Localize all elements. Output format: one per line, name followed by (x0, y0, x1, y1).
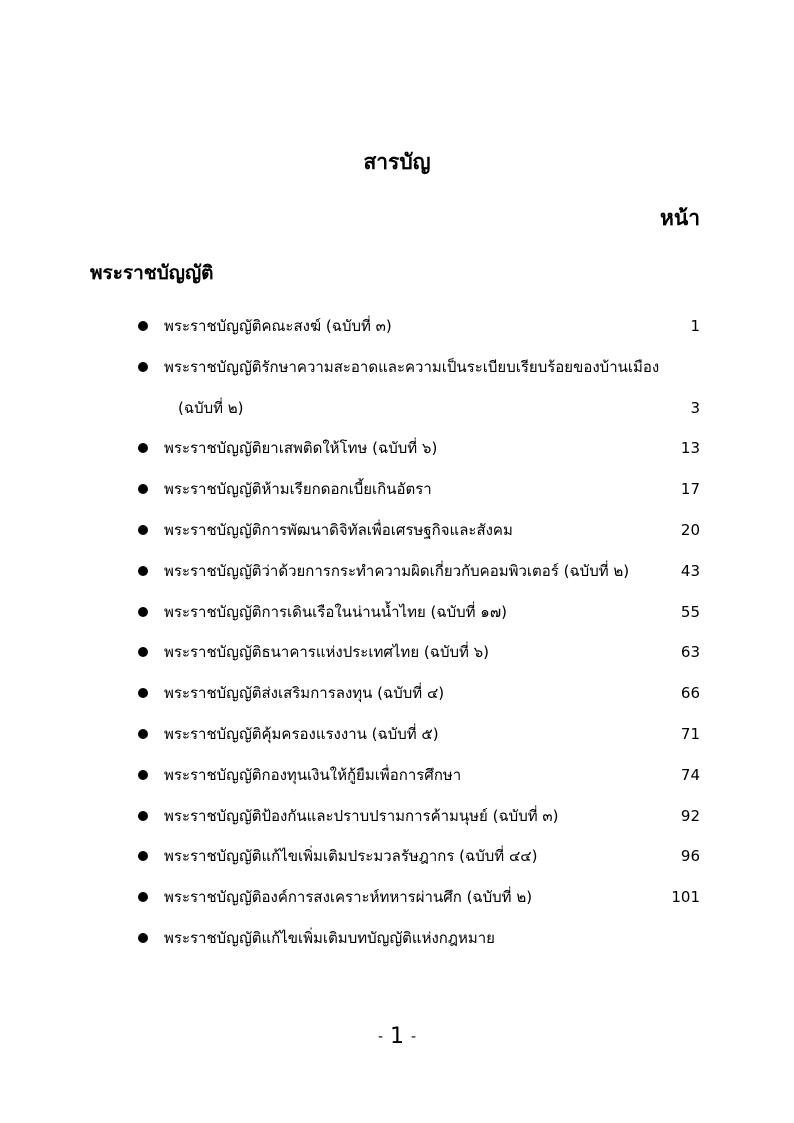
toc-entry-page: 71 (680, 724, 700, 743)
toc-entry-title: พระราชบัญญัติองค์การสงเคราะห์ทหารผ่านศึก (ฉบับที่ ๒) (164, 888, 533, 907)
toc-entry-title: พระราชบัญญัติการพัฒนาดิจิทัลเพื่อเศรษฐกิจและสังคม (164, 520, 513, 539)
toc-entry[interactable] (138, 347, 700, 429)
bullet-icon (138, 933, 148, 943)
bullet-icon (138, 688, 148, 698)
toc-entry[interactable] (138, 592, 700, 633)
bullet-icon (138, 729, 148, 739)
toc-entry-page: 101 (671, 888, 700, 907)
toc-entry[interactable] (138, 918, 700, 959)
page-column-header: หน้า (660, 206, 700, 230)
toc-entry-title: พระราชบัญญัติคุ้มครองแรงงาน (ฉบับที่ ๕) (164, 724, 439, 743)
footer-dash-left: - (377, 1029, 383, 1045)
bullet-icon (138, 851, 148, 861)
bullet-icon (138, 484, 148, 494)
toc-entry-title: พระราชบัญญัติรักษาความสะอาดและความเป็นระเบียบเรียบร้อยของบ้านเมือง (164, 357, 660, 376)
toc-entry[interactable] (138, 551, 700, 592)
toc-entry-title-wrapper (164, 347, 700, 429)
toc-entry[interactable] (138, 306, 700, 347)
page-title: สารบัญ (363, 150, 431, 174)
toc-entry[interactable] (138, 755, 700, 796)
toc-entry-title: พระราชบัญญัติการเดินเรือในน่านน้ำไทย (ฉบับที่ ๑๗) (164, 602, 507, 621)
section-header: พระราชบัญญัติ (90, 262, 214, 284)
toc-entry-title: พระราชบัญญัติกองทุนเงินให้กู้ยืมเพื่อการศึกษา (164, 765, 462, 784)
toc-entry-page: 43 (680, 561, 700, 580)
toc-entry-title: พระราชบัญญัติห้ามเรียกดอกเบี้ยเกินอัตรา (164, 480, 432, 499)
toc-entry-page: 92 (680, 806, 700, 825)
bullet-icon (138, 647, 148, 657)
toc-entry-page: 74 (680, 765, 700, 784)
toc-entry[interactable] (138, 632, 700, 673)
footer-dash-right: - (411, 1029, 417, 1045)
page-footer (0, 1024, 794, 1049)
toc-entry-title: พระราชบัญญัติป้องกันและปราบปรามการค้ามนุษย์ (ฉบับที่ ๓) (164, 806, 559, 825)
toc-entry[interactable] (138, 673, 700, 714)
bullet-icon (138, 770, 148, 780)
bullet-icon (138, 321, 148, 331)
toc-entry-title: พระราชบัญญัติว่าด้วยการกระทำความผิดเกี่ยวกับคอมพิวเตอร์ (ฉบับที่ ๒) (164, 561, 630, 580)
toc-entry[interactable] (138, 836, 700, 877)
toc-entry-title-continuation: (ฉบับที่ ๒) (178, 398, 244, 417)
toc-entry-page: 96 (680, 847, 700, 866)
toc-entry-title: พระราชบัญญัติยาเสพติดให้โทษ (ฉบับที่ ๖) (164, 439, 438, 458)
toc-entry[interactable] (138, 796, 700, 837)
toc-entry-page: 17 (680, 480, 700, 499)
toc-list (138, 306, 700, 959)
bullet-icon (138, 525, 148, 535)
toc-entry-page: 13 (680, 439, 700, 458)
bullet-icon (138, 362, 148, 372)
toc-entry-page: 20 (680, 520, 700, 539)
toc-entry-title: พระราชบัญญัติคณะสงฆ์ (ฉบับที่ ๓) (164, 317, 392, 335)
toc-entry-page: 1 (690, 317, 700, 335)
toc-entry[interactable] (138, 428, 700, 469)
toc-entry-title: พระราชบัญญัติธนาคารแห่งประเทศไทย (ฉบับที่ ๖) (164, 643, 490, 662)
toc-entry-title: พระราชบัญญัติแก้ไขเพิ่มเติมบทบัญญัติแห่งกฎหมาย (164, 928, 495, 947)
toc-entry-page: 66 (680, 684, 700, 703)
toc-entry-page: 3 (690, 398, 700, 417)
toc-entry[interactable] (138, 469, 700, 510)
toc-entry[interactable] (138, 877, 700, 918)
toc-entry-page: 63 (680, 643, 700, 662)
bullet-icon (138, 892, 148, 902)
toc-entry[interactable] (138, 714, 700, 755)
footer-page-number: 1 (390, 1024, 404, 1049)
bullet-icon (138, 443, 148, 453)
bullet-icon (138, 607, 148, 617)
toc-entry-title: พระราชบัญญัติส่งเสริมการลงทุน (ฉบับที่ ๔) (164, 684, 445, 703)
toc-entry-page: 55 (680, 602, 700, 621)
toc-entry-title: พระราชบัญญัติแก้ไขเพิ่มเติมประมวลรัษฎากร (ฉบับที่ ๔๔) (164, 847, 538, 866)
bullet-icon (138, 566, 148, 576)
bullet-icon (138, 811, 148, 821)
toc-entry[interactable] (138, 510, 700, 551)
